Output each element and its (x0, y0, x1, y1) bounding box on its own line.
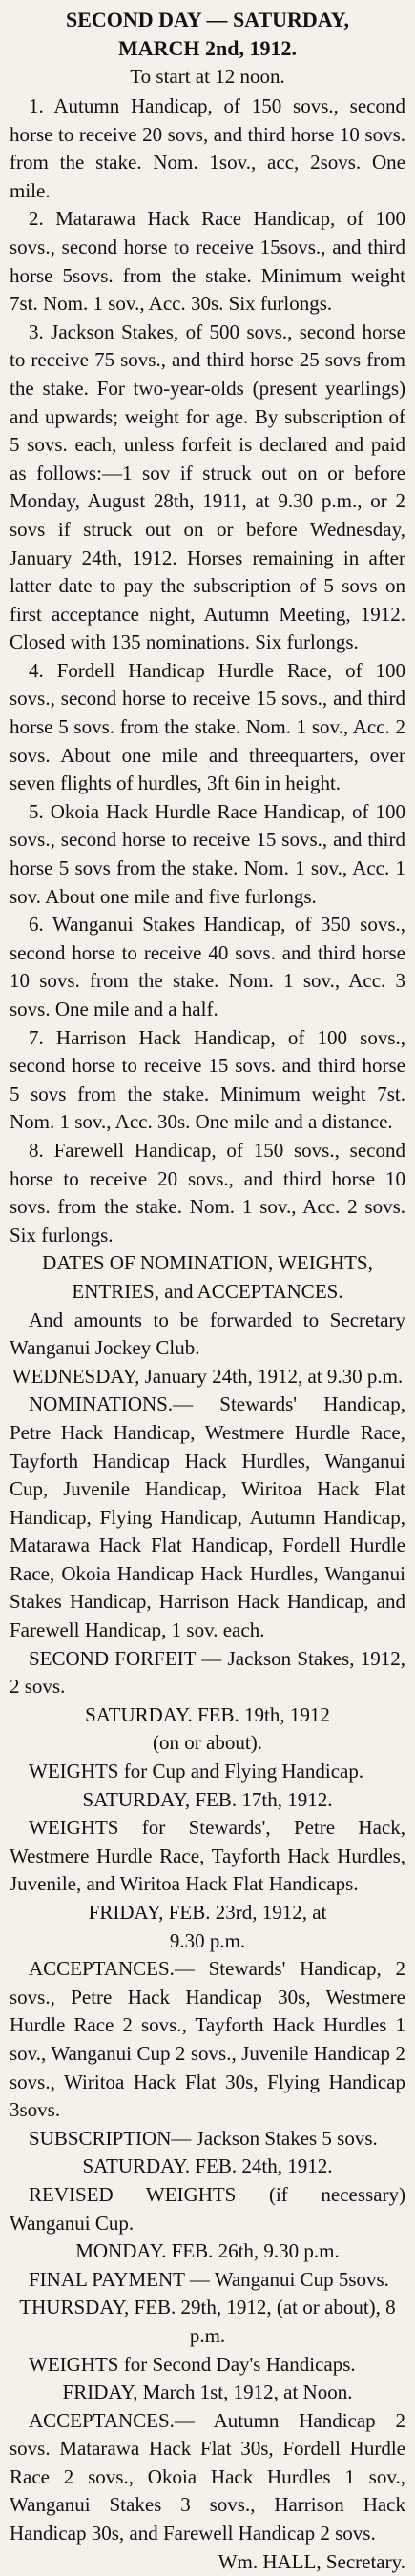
subscription: SUBSCRIPTION— Jackson Stakes 5 sovs. (29, 2126, 378, 2150)
date-sat-feb19: SATURDAY. FEB. 19th, 1912 (85, 1702, 330, 1726)
date-fri-feb23-time: 9.30 p.m. (169, 1928, 246, 1952)
date-mon-feb26: MONDAY. FEB. 26th, 9.30 p.m. (75, 2239, 340, 2263)
date-thu-feb29: THURSDAY, FEB. 29th, 1912, (at or about), 8 p.m. (19, 2296, 396, 2347)
date-fri-mar1: FRIDAY, March 1st, 1912, at Noon. (62, 2380, 353, 2404)
date-sat-feb17: SATURDAY, FEB. 17th, 1912. (82, 1787, 333, 1811)
race-1: 1. Autumn Handicap, of 150 sovs., second horse to receive 20 sovs, and third horse 10 sovs. from the stake. Nom. 1sov., acc, 2sovs. One mile. (10, 94, 405, 202)
weights-stewards: WEIGHTS for Stewards', Petre Hack, Westmere Hurdle Race, Tayforth Hack Hurdles, Juvenile, and Wiritoa Hack Flat Handicaps. (10, 1816, 405, 1896)
dates-intro: And amounts to be forwarded to Secretary Wanganui Jockey Club. (10, 1308, 405, 1360)
race-2: 2. Matarawa Hack Race Handicap, of 100 sovs., second horse to receive 15sovs., and third horse 5sovs. from the stake. Minimum weight 7st. Nom. 1 sov., Acc. 30s. Six furlongs. (10, 207, 405, 316)
acceptances-first: ACCEPTANCES.— Stewards' Handicap, 2 sovs., Petre Hack Handicap 30s, Westmere Hurdle Race 2 sovs., Tayforth Hack Hurdles 1 sov., Wanganui Cup 2 sovs., Juvenile Handicap 2 sovs., Wiritoa Hack Flat 30s, Flying Handicap 3sovs. (10, 1957, 405, 2122)
race-3: 3. Jackson Stakes, of 500 sovs., second horse to receive 75 sovs., and third horse 25 sovs from the stake. For two-year-olds (present yearlings) and upwards; weight for age. By subscription of 5 sovs. each, unless forfeit is declared and paid as follows:—1 sov if struck out on or before Monday, August 28th, 1911, at 9.30 p.m., or 2 sovs if struck out on or before Wednesday, January 24th, 1912. Horses remaining in after latter date to pay the subscription of 5 sovs on first acceptance night, Autumn Meeting, 1912. Closed with 135 nominations. Six furlongs. (10, 319, 405, 654)
second-forfeit: SECOND FORFEIT — Jackson Stakes, 1912, 2 sovs. (10, 1646, 405, 1699)
on-or-about: (on or about). (153, 1731, 262, 1755)
dates-title: DATES OF NOMINATION, WEIGHTS, ENTRIES, and ACCEPTANCES. (42, 1251, 373, 1303)
date-wed-jan: WEDNESDAY, January 24th, 1912, at 9.30 p.m. (11, 1364, 404, 1388)
race-4: 4. Fordell Handicap Hurdle Race, of 100 sovs., second horse to receive 15 sovs., and third horse 5 sovs. from the stake. Nom. 1 sov., Acc. 2 sovs. About one mile and threequarters, over seven flights of hurdles, 3ft 6in in height. (10, 658, 405, 795)
race-7: 7. Harrison Hack Handicap, of 100 sovs., second horse to receive 15 sovs. and third horse 5 sovs from the stake. Minimum weight 7st. Nom. 1 sov., Acc. 30s. One mile and a distance. (10, 1025, 405, 1134)
acceptances-second: ACCEPTANCES.— Autumn Handicap 2 sovs. Matarawa Hack Flat 30s, Fordell Hurdle Race 2 sovs., Okoia Hack Hurdles 1 sov., Wanganui Stakes 3 sovs., Harrison Hack Handicap 30s, and Farewell Handicap 2 sovs. (10, 2408, 405, 2545)
date-fri-feb23: FRIDAY, FEB. 23rd, 1912, at (88, 1901, 327, 1924)
date-heading: MARCH 2nd, 1912. (117, 36, 297, 60)
nominations: NOMINATIONS.— Stewards' Handicap, Petre Hack Handicap, Westmere Hurdle Race, Tayforth Handicap Hack Hurdles, Wanganui Cup, Juvenile Handicap, Wiritoa Hack Flat Handicap, Flying Handicap, Autumn Handicap, Matarawa Hack Flat Handicap, Fordell Hurdle Race, Okoia Handicap Hack Hurdles, Wanganui Stakes Handicap, Harrison Hack Handicap, and Farewell Handicap, 1 sov. each. (10, 1392, 405, 1642)
weights-cup: WEIGHTS for Cup and Flying Handicap. (29, 1760, 364, 1783)
day-heading: SECOND DAY — SATURDAY, (65, 8, 350, 31)
race-6: 6. Wanganui Stakes Handicap, of 350 sovs., second horse to receive 40 sovs. and third horse 10 sovs. from the stake. Nom. 1 sov., Acc. 3 sovs. One mile and a half. (10, 913, 405, 1020)
race-8: 8. Farewell Handicap, of 150 sovs., second horse to receive 20 sovs., and third horse 10 sovs. from the stake. Nom. 1 sov., Acc. 2 sovs. Six furlongs. (10, 1138, 405, 1247)
revised-weights: REVISED WEIGHTS (if necessary) Wanganui Cup. (10, 2182, 405, 2235)
start-time: To start at 12 noon. (130, 65, 285, 88)
date-sat-feb24: SATURDAY. FEB. 24th, 1912. (82, 2154, 333, 2178)
secretary-signature: Wm. HALL, Secretary. (218, 2549, 405, 2573)
race-5: 5. Okoia Hack Hurdle Race Handicap, of 100 sovs., second horse to receive 15 sovs., and third horse 5 sovs from the stake. Nom. 1 sov., Acc. 1 sov. About one mile and five furlongs. (10, 799, 405, 908)
weights-second-day: WEIGHTS for Second Day's Handicaps. (29, 2352, 356, 2376)
final-payment: FINAL PAYMENT — Wanganui Cup 5sovs. (29, 2267, 389, 2291)
